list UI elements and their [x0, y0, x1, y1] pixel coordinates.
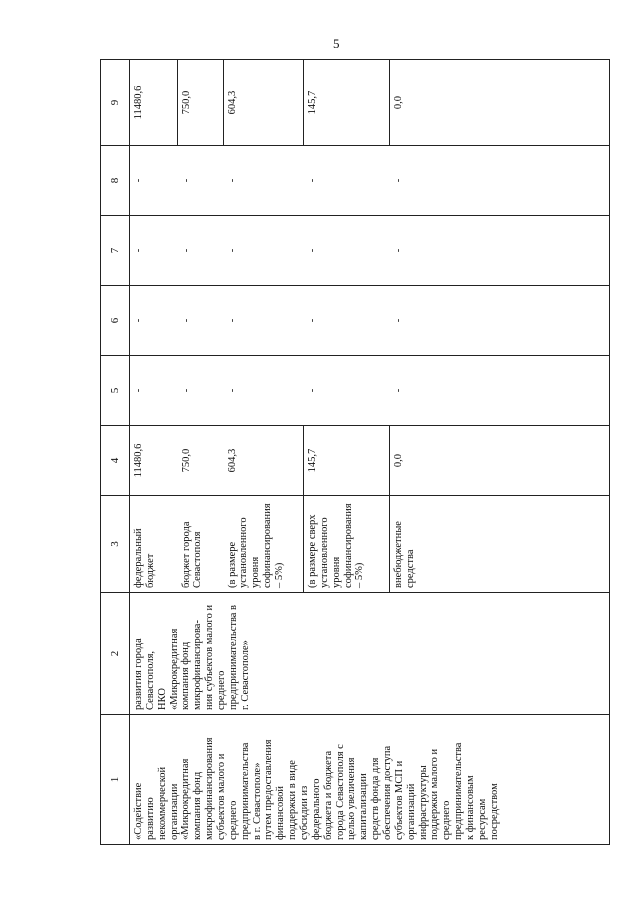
value-cell: - — [178, 356, 224, 426]
value-cell: - — [224, 146, 304, 216]
value-cell: - — [178, 146, 224, 216]
header-cell: 1 — [101, 715, 130, 845]
value-cell: - — [224, 356, 304, 426]
header-cell: 7 — [101, 216, 130, 286]
value-cell: - — [130, 216, 178, 286]
header-cell: 4 — [101, 426, 130, 496]
value-cell: - — [178, 286, 224, 356]
value-cell: - — [390, 356, 610, 426]
header-row — [101, 60, 130, 845]
value-cell: - — [390, 146, 610, 216]
value-cell: 0,0 — [390, 60, 610, 146]
header-cell: 8 — [101, 146, 130, 216]
funding-source-cell: внебюджетные средства — [390, 496, 610, 593]
value-cell: - — [304, 356, 390, 426]
funding-source-cell: бюджет города Севастополя — [178, 496, 224, 593]
executor-cell: развития города Севастополя, НКО «Микрокредитная компания фонд микрофинансирова- ния субъектов малого и среднего предпринимательства в г. Севастополе» — [130, 593, 610, 715]
funding-source-cell: (в размере установленного уровня софинансирования – 5%) — [224, 496, 304, 593]
funding-source-cell: (в размере сверх установленного уровня софинансирования – 5%) — [304, 496, 390, 593]
value-cell: - — [390, 216, 610, 286]
value-cell: - — [304, 216, 390, 286]
value-cell: - — [224, 216, 304, 286]
header-cell: 3 — [101, 496, 130, 593]
header-cell: 2 — [101, 593, 130, 715]
header-cell: 9 — [101, 60, 130, 146]
value-cell: 0,0 — [390, 426, 610, 496]
budget-table — [100, 59, 610, 845]
value-cell: - — [304, 146, 390, 216]
value-cell: - — [304, 286, 390, 356]
value-cell: 750,0 — [178, 60, 224, 146]
table-row — [130, 60, 178, 845]
value-cell: 604,3 — [224, 60, 304, 146]
value-cell: - — [224, 286, 304, 356]
value-cell: - — [130, 356, 178, 426]
header-cell: 5 — [101, 356, 130, 426]
value-cell: 145,7 — [304, 60, 390, 146]
value-cell: - — [390, 286, 610, 356]
rotated-table-wrapper — [100, 60, 610, 845]
value-cell: - — [130, 146, 178, 216]
measure-description-cell: «Содействие развитию некоммерческой организации «Микрокредитная компания фонд микрофинансирования субъектов малого и среднего предпринимательства в г. Севастополе» путем предоставления финансовой поддержки в виде субсидии из федерального бюджета и бюджета города Севастополя с целью увеличения капитализации средств фонда для обеспечения доступа субъектов МСП и организаций инфраструктуры поддержки малого и среднего предпринимательства к финансовым ресурсам посредством — [130, 715, 610, 845]
header-cell: 6 — [101, 286, 130, 356]
value-cell: 750,0 — [178, 426, 224, 496]
value-cell: 11480,6 — [130, 60, 178, 146]
page-number: 5 — [333, 36, 340, 51]
value-cell: - — [130, 286, 178, 356]
value-cell: 604,3 — [224, 426, 304, 496]
value-cell: - — [178, 216, 224, 286]
funding-source-cell: федеральный бюджет — [130, 496, 178, 593]
value-cell: 11480,6 — [130, 426, 178, 496]
value-cell: 145,7 — [304, 426, 390, 496]
